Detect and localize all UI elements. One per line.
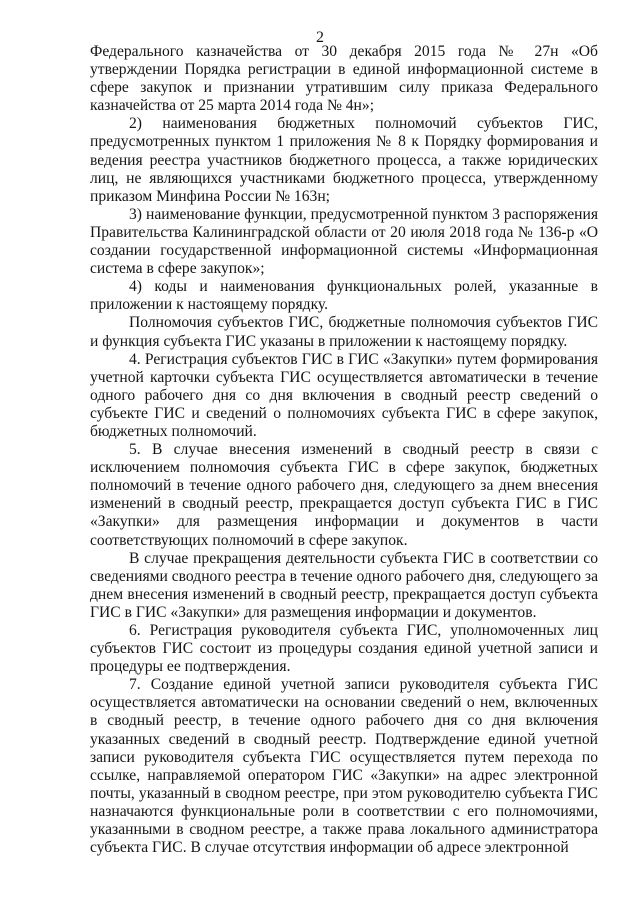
clause-7: 7. Создание единой учетной записи руководителя субъекта ГИС осуществляется автоматически на основании сведений о нем, включенных в сводный реестр, в течение одного рабочего дня со дня включения указанных сведений в сводный реестр. Подтверждение единой учетной записи руководителя субъекта ГИС осуществляется путем перехода по ссылке, направляемой оператором ГИС «Закупки» на адрес электронной почты, указанный в сводном реестре, при этом руководителю субъекта ГИС назначаются функциональные роли в соответствии с его полномочиями, указанными в сводном реестре, а также права локального администратора субъекта ГИС. В случае отсутствия информации об адресе электронной bbox=[90, 676, 598, 857]
list-item-3: 3) наименование функции, предусмотренной пунктом 3 распоряжения Правительства Калининградской области от 20 июля 2018 года № 136-р «О создании государственной информационной системы «Информационная система в сфере закупок»; bbox=[90, 205, 598, 278]
paragraph-powers: Полномочия субъектов ГИС, бюджетные полномочия субъектов ГИС и функция субъекта ГИС указаны в приложении к настоящему порядку. bbox=[90, 314, 598, 350]
page-number: 2 bbox=[316, 29, 324, 46]
paragraph-termination: В случае прекращения деятельности субъекта ГИС в соответствии со сведениями сводного реестра в течение одного рабочего дня, следующего за днем внесения изменений в сводный реестр, прекращается доступ субъекта ГИС в ГИС «Закупки» для размещения информации и документов. bbox=[90, 549, 598, 621]
list-item-2: 2) наименования бюджетных полномочий субъектов ГИС, предусмотренных пунктом 1 приложения № 8 к Порядку формирования и ведения реестра участников бюджетного процесса, а также юридических лиц, не являющихся участниками бюджетного процесса, утвержденному приказом Минфина России № 163н; bbox=[90, 115, 598, 205]
document-body bbox=[90, 43, 598, 857]
clause-5: 5. В случае внесения изменений в сводный реестр в связи с исключением полномочия субъекта ГИС в сфере закупок, бюджетных полномочий в течение одного рабочего дня, следующего за днем внесения изменений в сводный реестр, прекращается доступ субъекта ГИС в ГИС «Закупки» для размещения информации и документов в части соответствующих полномочий в сфере закупок. bbox=[90, 441, 598, 549]
list-item-4: 4) коды и наименования функциональных ролей, указанные в приложении к настоящему порядку. bbox=[90, 278, 598, 314]
clause-6: 6. Регистрация руководителя субъекта ГИС, уполномоченных лиц субъектов ГИС состоит из процедуры создания единой учетной записи и процедуры ее подтверждения. bbox=[90, 622, 598, 676]
clause-4: 4. Регистрация субъектов ГИС в ГИС «Закупки» путем формирования учетной карточки субъекта ГИС осуществляется автоматически в течение одного рабочего дня со дня включения в сводный реестр сведений о субъекте ГИС и сведений о полномочиях субъекта ГИС в сфере закупок, бюджетных полномочий. bbox=[90, 350, 598, 440]
paragraph-continuation: Федерального казначейства от 30 декабря 2015 года № 27н «Об утверждении Порядка регистрации в единой информационной системе в сфере закупок и признании утратившим силу приказа Федерального казначейства от 25 марта 2014 года № 4н»; bbox=[90, 43, 598, 115]
